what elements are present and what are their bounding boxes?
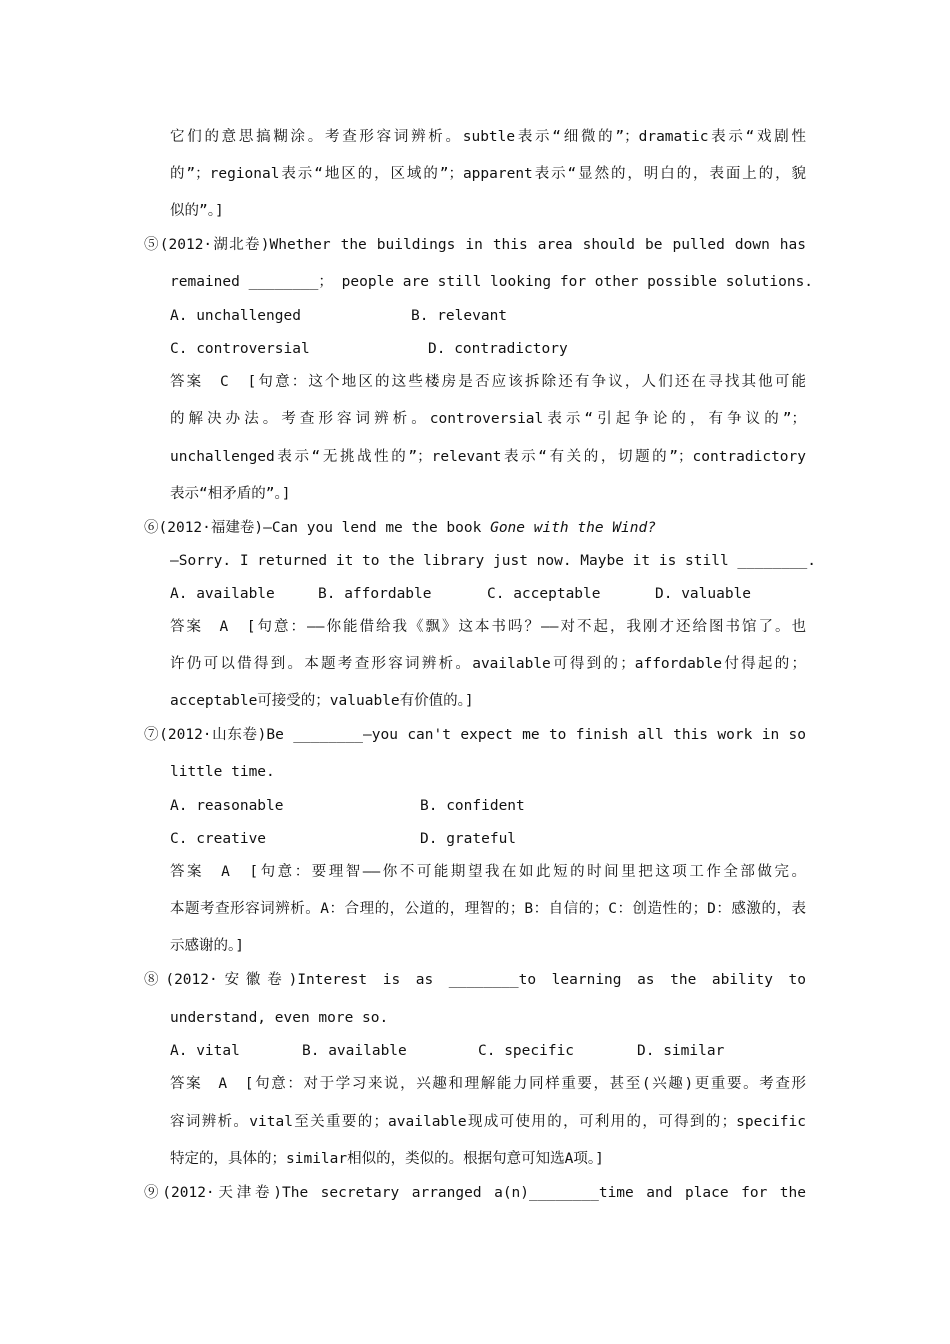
analysis-line: 的”；regional表示“地区的，区域的”；apparent表示“显然的，明白的，表面上的，貌 bbox=[170, 166, 806, 182]
book-title: Gone with the Wind? bbox=[490, 520, 656, 536]
stem-text: little time. bbox=[170, 764, 275, 780]
analysis-line: 它们的意思搞糊涂。考查形容词辨析。subtle表示“细微的”；dramatic表示“戏剧性 bbox=[170, 129, 806, 145]
answer-text: 特定的，具体的；similar相似的，类似的。根据句意可知选A项。] bbox=[170, 1151, 604, 1167]
answer-text: 答案 A [句意：要理智——你不可能期望我在如此短的时间里把这项工作全部做完。 bbox=[170, 864, 806, 880]
answer-text: 答案 A [句意：——你能借给我《飘》这本书吗？——对不起，我刚才还给图书馆了。也 bbox=[170, 619, 806, 635]
question-5-stem bbox=[144, 235, 806, 255]
answer-text: 答案 A [句意：对于学习来说，兴趣和理解能力同样重要，甚至(兴趣)更重要。考查形 bbox=[170, 1076, 806, 1092]
answer-text: 许仍可以借得到。本题考查形容词辨析。available可得到的；affordable付得起的； bbox=[170, 656, 806, 672]
option-d: D. contradictory bbox=[428, 341, 568, 357]
option-b: B. affordable bbox=[318, 586, 432, 602]
question-source: (2012·安徽卷) bbox=[165, 972, 298, 988]
question-7-stem bbox=[144, 725, 806, 745]
option-d: D. grateful bbox=[420, 831, 517, 847]
question-9-stem bbox=[144, 1183, 806, 1203]
stem-text: remained ________； people are still looking for other possible solutions. bbox=[170, 274, 814, 290]
question-source: (2012·天津卷) bbox=[162, 1185, 282, 1201]
option-c: C. specific bbox=[478, 1043, 575, 1059]
question-source: (2012·山东卷) bbox=[159, 727, 267, 743]
stem-text: The secretary arranged a(n)________time and place for the bbox=[281, 1185, 806, 1201]
answer-text: unchallenged表示“无挑战性的”；relevant表示“有关的，切题的”；contradictory bbox=[170, 449, 806, 465]
option-c: C. creative bbox=[170, 831, 267, 847]
answer-text: 的解决办法。考查形容词辨析。controversial表示“引起争论的，有争议的”； bbox=[170, 411, 806, 427]
option-b: B. confident bbox=[420, 798, 525, 814]
question-source: (2012·福建卷) bbox=[158, 520, 264, 536]
question-6-stem bbox=[144, 518, 656, 538]
stem-text: understand, even more so. bbox=[170, 1010, 389, 1026]
stem-text: —Sorry. I returned it to the library just now. Maybe it is still ________. bbox=[170, 553, 817, 569]
answer-text: 表示“相矛盾的”。] bbox=[170, 486, 291, 502]
option-b: B. available bbox=[302, 1043, 407, 1059]
option-d: D. valuable bbox=[655, 586, 752, 602]
answer-text: 本题考查形容词辨析。A：合理的，公道的，理智的；B：自信的；C：创造性的；D：感激的，表 bbox=[170, 901, 806, 917]
answer-text: acceptable可接受的；valuable有价值的。] bbox=[170, 693, 474, 709]
stem-text: Be ________—you can't expect me to finish all this work in so bbox=[266, 727, 807, 743]
option-a: A. vital bbox=[170, 1043, 240, 1059]
option-b: B. relevant bbox=[411, 308, 508, 324]
question-8-stem bbox=[144, 970, 806, 990]
question-number: ⑨ bbox=[144, 1185, 163, 1201]
stem-text: Interest is as ________to learning as the ability to bbox=[297, 972, 807, 988]
answer-text: 答案 C [句意：这个地区的这些楼房是否应该拆除还有争议，人们还在寻找其他可能 bbox=[170, 374, 806, 390]
option-a: A. unchallenged bbox=[170, 308, 301, 324]
analysis-line: 似的”。] bbox=[170, 203, 224, 219]
question-number: ⑥ bbox=[144, 520, 159, 536]
option-d: D. similar bbox=[637, 1043, 725, 1059]
option-a: A. available bbox=[170, 586, 275, 602]
option-c: C. acceptable bbox=[487, 586, 601, 602]
answer-text: 容词辨析。vital至关重要的；available现成可使用的，可利用的，可得到的；specific bbox=[170, 1114, 806, 1130]
answer-text: 示感谢的。] bbox=[170, 938, 244, 954]
question-number: ⑧ bbox=[144, 972, 166, 988]
question-number: ⑤ bbox=[144, 237, 160, 253]
question-source: (2012·湖北卷) bbox=[159, 237, 270, 253]
option-c: C. controversial bbox=[170, 341, 310, 357]
question-number: ⑦ bbox=[144, 727, 160, 743]
option-a: A. reasonable bbox=[170, 798, 284, 814]
stem-text: —Can you lend me the book bbox=[263, 520, 491, 536]
stem-text: Whether the buildings in this area should be pulled down has bbox=[269, 237, 806, 253]
